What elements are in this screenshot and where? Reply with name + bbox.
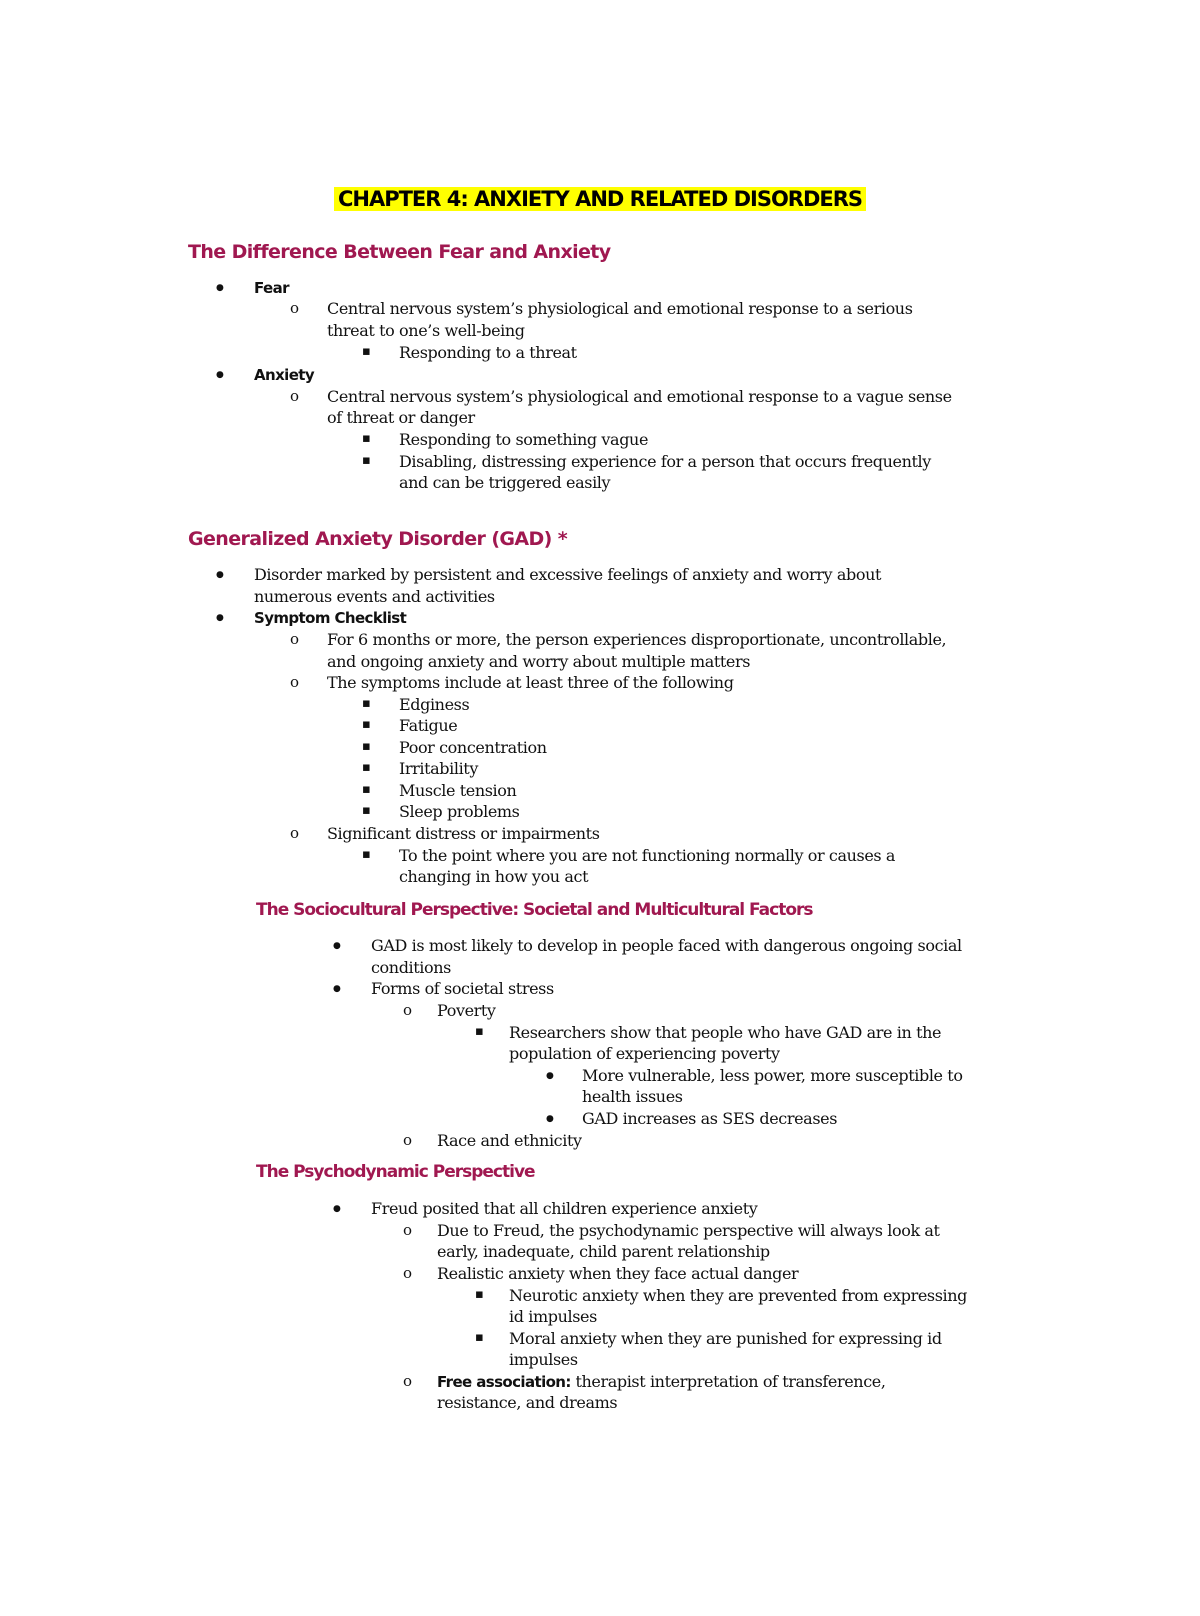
research-line1: Researchers show that people who have GAD are in the (509, 1023, 942, 1042)
fear-definition-line2: threat to one’s well-being (327, 321, 525, 340)
due-freud-line1: Due to Freud, the psychodynamic perspective will always look at (437, 1221, 940, 1240)
moral-line2: impulses (509, 1350, 578, 1369)
bullet (403, 1370, 412, 1393)
socio-point2: Forms of societal stress (371, 979, 554, 998)
bullet (290, 297, 299, 320)
chapter-title: CHAPTER 4: ANXIETY AND RELATED DISORDERS (334, 187, 866, 211)
anxiety-sub1: Responding to something vague (399, 430, 649, 449)
bullet (333, 935, 341, 959)
poverty-item: Poverty (437, 1001, 496, 1020)
moral-line1: Moral anxiety when they are punished for expressing id (509, 1329, 942, 1348)
checklist-item1-line1: For 6 months or more, the person experiences disproportionate, uncontrollable, (327, 630, 947, 649)
freud-item: Freud posited that all children experience anxiety (371, 1199, 758, 1218)
bullet (216, 277, 224, 301)
bullet (216, 607, 224, 631)
research-line2: population of experiencing poverty (509, 1044, 780, 1063)
term-anxiety: Anxiety (254, 366, 315, 384)
neurotic-line1: Neurotic anxiety when they are prevented from expressing (509, 1286, 967, 1305)
bullet (362, 735, 371, 758)
anxiety-definition-line2: of threat or danger (327, 408, 475, 427)
bullet (362, 843, 371, 866)
bullet (362, 778, 371, 801)
neurotic-line2: id impulses (509, 1307, 597, 1326)
checklist-item3-sub-line2: changing in how you act (399, 867, 589, 886)
bullet (546, 1108, 554, 1132)
bullet (333, 978, 341, 1002)
socio-point1-line2: conditions (371, 958, 451, 977)
bullet (403, 1219, 412, 1242)
bullet (290, 628, 299, 651)
bullet (333, 1198, 341, 1222)
section-heading-gad: Generalized Anxiety Disorder (GAD) * (188, 528, 568, 550)
gad-def-line2: numerous events and activities (254, 587, 495, 606)
bullet (403, 999, 412, 1022)
bullet (475, 1283, 484, 1306)
bullet (290, 385, 299, 408)
checklist-item3: Significant distress or impairments (327, 824, 600, 843)
race-item: Race and ethnicity (437, 1131, 582, 1150)
bullet (362, 692, 371, 715)
bullet (362, 340, 371, 363)
bullet (546, 1065, 554, 1089)
symptom-checklist-label: Symptom Checklist (254, 609, 407, 627)
bullet (290, 822, 299, 845)
anxiety-sub2-line1: Disabling, distressing experience for a person that occurs frequently (399, 452, 931, 471)
symptom-item: Irritability (399, 759, 478, 778)
bullet (475, 1326, 484, 1349)
bullet (216, 564, 224, 588)
symptom-item: Poor concentration (399, 738, 547, 757)
vulnerable-line2: health issues (582, 1087, 683, 1106)
checklist-item3-sub-line1: To the point where you are not functioning normally or causes a (399, 846, 896, 865)
symptom-item: Muscle tension (399, 781, 517, 800)
bullet (362, 799, 371, 822)
realistic-anxiety: Realistic anxiety when they face actual danger (437, 1264, 799, 1283)
bullet (403, 1262, 412, 1285)
vulnerable-line1: More vulnerable, less power, more susceptible to (582, 1066, 963, 1085)
section-heading-fear-anxiety: The Difference Between Fear and Anxiety (188, 241, 611, 263)
bullet (362, 449, 371, 472)
bullet (403, 1129, 412, 1152)
gad-def-line1: Disorder marked by persistent and excessive feelings of anxiety and worry about (254, 565, 882, 584)
anxiety-sub2-line2: and can be triggered easily (399, 473, 611, 492)
bullet (362, 427, 371, 450)
section-heading-psychodynamic: The Psychodynamic Perspective (256, 1162, 535, 1182)
anxiety-definition-line1: Central nervous system’s physiological and emotional response to a vague sense (327, 387, 952, 406)
section-heading-sociocultural: The Sociocultural Perspective: Societal and Multicultural Factors (256, 900, 813, 920)
bullet (362, 756, 371, 779)
checklist-item2: The symptoms include at least three of the following (327, 673, 734, 692)
ses-item: GAD increases as SES decreases (582, 1109, 838, 1128)
term-fear: Fear (254, 279, 289, 297)
due-freud-line2: early, inadequate, child parent relationship (437, 1242, 770, 1261)
fear-definition-line1: Central nervous system’s physiological and emotional response to a serious (327, 299, 913, 318)
free-association-line1 (437, 1371, 886, 1393)
symptom-item: Edginess (399, 695, 470, 714)
free-association-text: therapist interpretation of transference, (570, 1372, 886, 1391)
socio-point1-line1: GAD is most likely to develop in people faced with dangerous ongoing social (371, 936, 962, 955)
symptom-item: Fatigue (399, 716, 458, 735)
free-association-line2: resistance, and dreams (437, 1393, 618, 1412)
fear-sub: Responding to a threat (399, 343, 577, 362)
bullet (290, 671, 299, 694)
free-association-label: Free association: (437, 1373, 571, 1391)
symptom-item: Sleep problems (399, 802, 520, 821)
bullet (362, 713, 371, 736)
bullet (216, 364, 224, 388)
bullet (475, 1020, 484, 1043)
checklist-item1-line2: and ongoing anxiety and worry about multiple matters (327, 652, 751, 671)
title-wrap (0, 187, 1200, 211)
